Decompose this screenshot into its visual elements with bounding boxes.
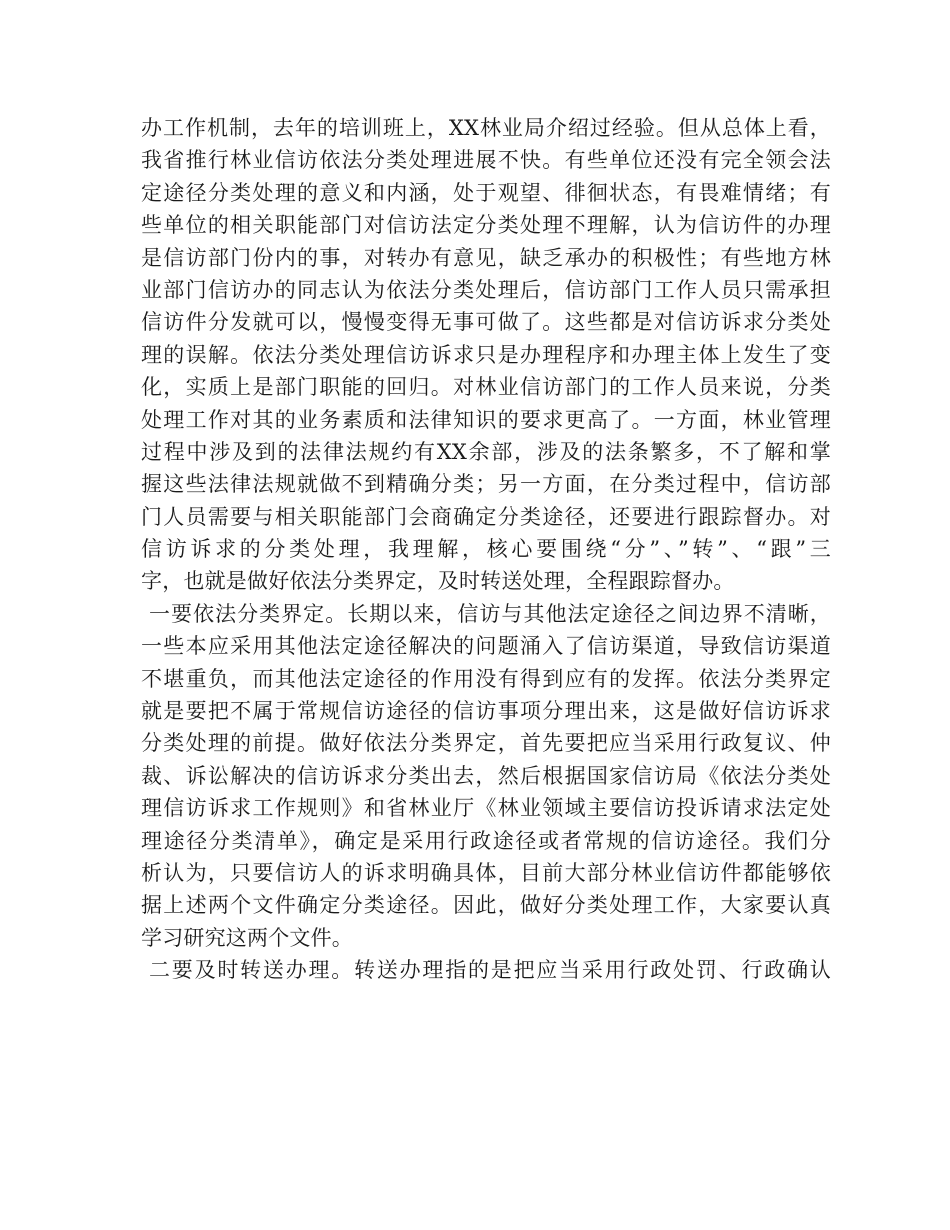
text-line: 些单位的相关职能部门对信访法定分类处理不理解，认为信访件的办理	[141, 213, 831, 238]
text-line: 不堪重负，而其他法定途径的作用没有得到应有的发挥。依法分类界定	[141, 666, 831, 691]
text-line: 过程中涉及到的法律法规约有XX余部，涉及的法条繁多，不了解和掌	[141, 439, 831, 464]
text-line: 字，也就是做好依法分类界定，及时转送处理，全程跟踪督办。	[141, 569, 735, 594]
text-line: 握这些法律法规就做不到精确分类；另一方面，在分类过程中，信访部	[141, 472, 831, 497]
text-line: 处理工作对其的业务素质和法律知识的要求更高了。一方面，林业管理	[141, 407, 831, 432]
text-line: 分类处理的前提。做好依法分类界定，首先要把应当采用行政复议、仲	[141, 731, 831, 756]
text-line: 就是要把不属于常规信访途径的信访事项分理出来，这是做好信访诉求	[141, 699, 831, 724]
text-line: 定途径分类处理的意义和内涵，处于观望、徘徊状态，有畏难情绪；有	[141, 180, 831, 205]
text-line: 信访件分发就可以，慢慢变得无事可做了。这些都是对信访诉求分类处	[141, 310, 831, 335]
text-line: 据上述两个文件确定分类途径。因此，做好分类处理工作，大家要认真	[141, 893, 831, 918]
text-line: 理信访诉求工作规则》和省林业厅《林业领域主要信访投诉请求法定处	[141, 796, 831, 821]
text-line: 我省推行林业信访依法分类处理进展不快。有些单位还没有完全领会法	[141, 148, 831, 173]
text-line: 二要及时转送办理。转送办理指的是把应当采用行政处罚、行政确认	[149, 958, 831, 983]
text-line: 是信访部门份内的事，对转办有意见，缺乏承办的积极性；有些地方林	[141, 245, 831, 270]
text-line: 一些本应采用其他法定途径解决的问题涌入了信访渠道，导致信访渠道	[141, 634, 831, 659]
text-line: 办工作机制，去年的培训班上，XX林业局介绍过经验。但从总体上看，	[141, 116, 831, 140]
text-line: 化，实质上是部门职能的回归。对林业信访部门的工作人员来说，分类	[141, 375, 831, 400]
text-line: 理途径分类清单》，确定是采用行政途径或者常规的信访途径。我们分	[141, 828, 831, 853]
text-line: 信访诉求的分类处理，我理解，核心要围绕“分”、”转”、“跟”三	[141, 537, 831, 562]
text-line: 学习研究这两个文件。	[141, 925, 353, 950]
text-line: 业部门信访办的同志认为依法分类处理后，信访部门工作人员只需承担	[141, 277, 831, 302]
text-line: 裁、诉讼解决的信访诉求分类出去，然后根据国家信访局《依法分类处	[141, 763, 831, 788]
text-line: 析认为，只要信访人的诉求明确具体，目前大部分林业信访件都能够依	[141, 860, 831, 885]
text-line: 门人员需要与相关职能部门会商确定分类途径，还要进行跟踪督办。对	[141, 504, 831, 529]
text-line: 理的误解。依法分类处理信访诉求只是办理程序和办理主体上发生了变	[141, 342, 831, 367]
body-text	[141, 112, 831, 987]
text-line: 一要依法分类界定。长期以来，信访与其他法定途径之间边界不清晰，	[149, 601, 831, 626]
